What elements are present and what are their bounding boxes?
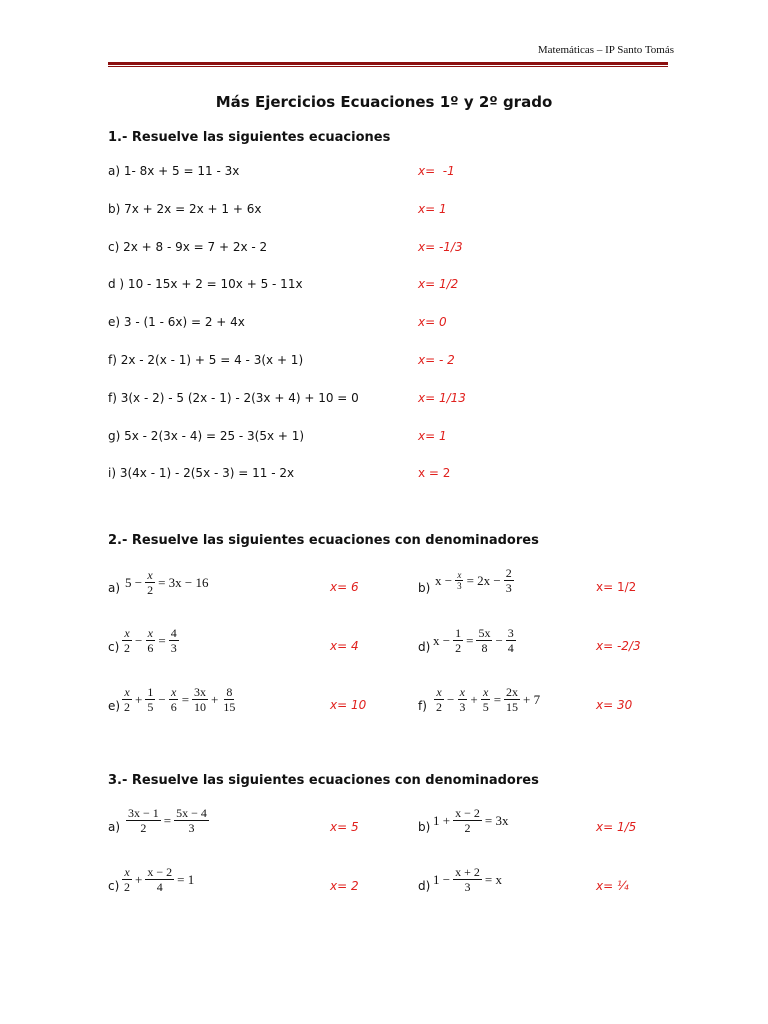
solution-text: x= 1 [418,428,447,443]
exercise-label: c) [108,879,120,893]
equation-row: g) 5x - 2(3x - 4) = 25 - 3(5x + 1) [108,428,305,443]
solution-3c: x= 2 [330,879,359,893]
page-title: Más Ejercicios Ecuaciones 1º y 2º grado [215,93,553,111]
solution-2f: x= 30 [596,698,633,712]
equation-2f: x 2 − $\frac{x}{3}$ + $\frac{x}{5}$ = $\frac{2x}{15}$ + 7 [436,685,541,714]
header-rule-thin [108,66,668,67]
equation-row: e) 3 - (1 - 6x) = 2 + 4x [108,315,245,330]
equation-2e: x 2 + $\frac{1}{5}$ − $\frac{x}{6}$ = $\frac{3x}{10}$ + $\frac{8}{15}$ [124,685,236,714]
equation-row: b) 7x + 2x = 2x + 1 + 6x [108,201,262,216]
section-1-heading: 1.- Resuelve las siguientes ecuaciones [108,130,391,145]
equation-row: f) 2x - 2(x - 1) + 5 = 4 - 3(x + 1) [108,353,304,367]
solution-3a: x= 5 [330,820,359,834]
equation-2d: x − $\frac{1}{2}$ = $\frac{5x}{8}$ − $\frac{3}{4}$ [433,626,514,655]
exercise-label: d) [418,640,431,654]
equation-row: c) 2x + 8 - 9x = 7 + 2x - 2 [108,239,268,254]
exercise-label: c) [108,640,120,654]
solution-2e: x= 10 [330,698,367,712]
exercise-label: b) [418,820,431,834]
solution-2b: x= 1/2 [596,580,637,594]
equation-row: f) 3(x - 2) - 5 (2x - 1) - 2(3x + 4) + 10 = 0 [108,390,359,405]
solution-text: x= 0 [418,315,447,330]
solution-text: x= - 2 [418,353,455,367]
solution-text: x= -1/3 [418,239,463,254]
page-header: Matemáticas – IP Santo Tomás [537,44,674,56]
solution-2d: x= -2/3 [596,639,641,653]
section-3-heading: 3.- Resuelve las siguientes ecuaciones con denominadores [108,773,539,788]
equation-3d: 1 − $\frac{x + 2}{3}$ = x [433,865,502,894]
equation-row: d ) 10 - 15x + 2 = 10x + 5 - 11x [108,277,303,292]
exercise-label: b) [418,581,431,595]
solution-text: x= 1/13 [418,390,466,405]
equation-2a: 5 − $\frac{x}{2}$ = 3x − 16 [125,568,209,597]
equation-3b: 1 + $\frac{x - 2}{2}$ = 3x [433,806,509,835]
exercise-label: e) [108,699,121,713]
equation-row: i) 3(4x - 1) - 2(5x - 3) = 11 - 2x [108,466,295,481]
solution-text: x= -1 [418,164,455,178]
section-2-heading: 2.- Resuelve las siguientes ecuaciones con denominadores [108,533,539,548]
solution-text: x = 2 [418,466,451,481]
exercise-label: a) [108,820,121,834]
solution-2c: x= 4 [330,639,359,653]
solution-3d: x= ¼ [596,879,629,893]
exercise-label: d) [418,879,431,893]
equation-3c: x 2 + $\frac{x - 2}{4}$ = 1 [124,865,195,894]
header-rule-thick [108,62,668,65]
equation-2b: x − $\frac{x}{3}$ = 2x − $\frac{2}{3}$ [435,566,512,595]
exercise-label: f) [418,699,427,713]
solution-text: x= 1/2 [418,277,459,292]
equation-2c: x 2 − $\frac{x}{6}$ = $\frac{4}{3}$ [124,626,177,655]
solution-3b: x= 1/5 [596,820,637,834]
solution-2a: x= 6 [330,580,359,594]
equation-row: a) 1- 8x + 5 = 11 - 3x [108,164,240,178]
exercise-label: a) [108,581,121,595]
equation-3a: $\frac{3x - 1}{2}$ = $\frac{5x - 4}{3}$ [128,806,207,835]
solution-text: x= 1 [418,201,447,216]
